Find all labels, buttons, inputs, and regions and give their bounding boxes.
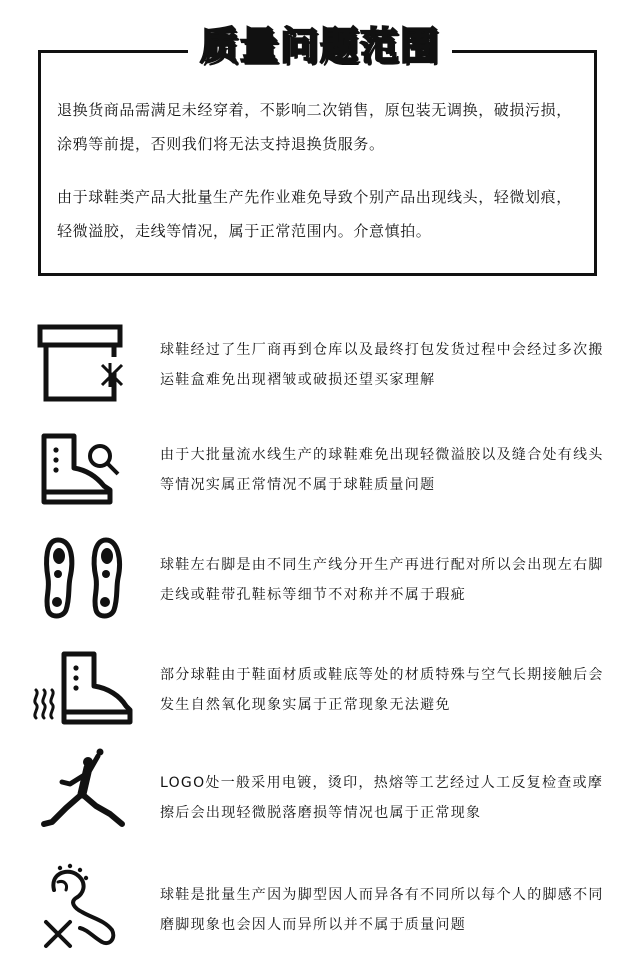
list-item bbox=[0, 860, 640, 970]
title-wrap bbox=[0, 18, 640, 78]
boot-magnifier-icon bbox=[30, 420, 140, 520]
intro-paragraph-1: 退换货商品需满足未经穿着，不影响二次销售，原包装无调换，破损污损，涂鸦等前提，否则我们将无法支持退换货服务。 bbox=[57, 101, 572, 153]
item-text: 球鞋经过了生厂商再到仓库以及最终打包发货过程中会经过多次搬运鞋盒难免出现褶皱或破损还望买家理解 bbox=[160, 342, 604, 388]
item-text: 部分球鞋由于鞋面材质或鞋底等处的材质特殊与空气长期接触后会发生自然氧化现象实属于正常现象无法避免 bbox=[160, 667, 604, 713]
item-text: 由于大批量流水线生产的球鞋难免出现轻微溢胶以及缝合处有线头等情况实属正常情况不属于球鞋质量问题 bbox=[160, 447, 604, 493]
item-text: LOGO处一般采用电镀，烫印，热熔等工艺经过人工反复检查或摩擦后会出现轻微脱落磨损等情况也属于正常现象 bbox=[160, 775, 604, 821]
page-title: 质量问题范围 bbox=[188, 18, 452, 74]
boot-heat-icon bbox=[30, 640, 140, 740]
intro-paragraph-2: 由于球鞋类产品大批量生产先作业难免导致个别产品出现线头，轻微划痕，轻微溢胶，走线等情况，属于正常范围内。介意慎拍。 bbox=[57, 188, 572, 240]
jumpman-logo-icon bbox=[30, 748, 140, 848]
foot-wear-icon bbox=[30, 860, 140, 960]
list-item bbox=[0, 640, 640, 750]
list-item bbox=[0, 315, 640, 425]
item-text: 球鞋左右脚是由不同生产线分开生产再进行配对所以会出现左右脚走线或鞋带孔鞋标等细节不对称并不属于瑕疵 bbox=[160, 557, 604, 603]
list-item bbox=[0, 420, 640, 530]
list-item bbox=[0, 748, 640, 858]
footprints-icon bbox=[30, 530, 140, 630]
shoebox-icon bbox=[30, 315, 140, 415]
list-item bbox=[0, 530, 640, 640]
item-text: 球鞋是批量生产因为脚型因人而异各有不同所以每个人的脚感不同磨脚现象也会因人而异所以并不属于质量问题 bbox=[160, 887, 604, 933]
